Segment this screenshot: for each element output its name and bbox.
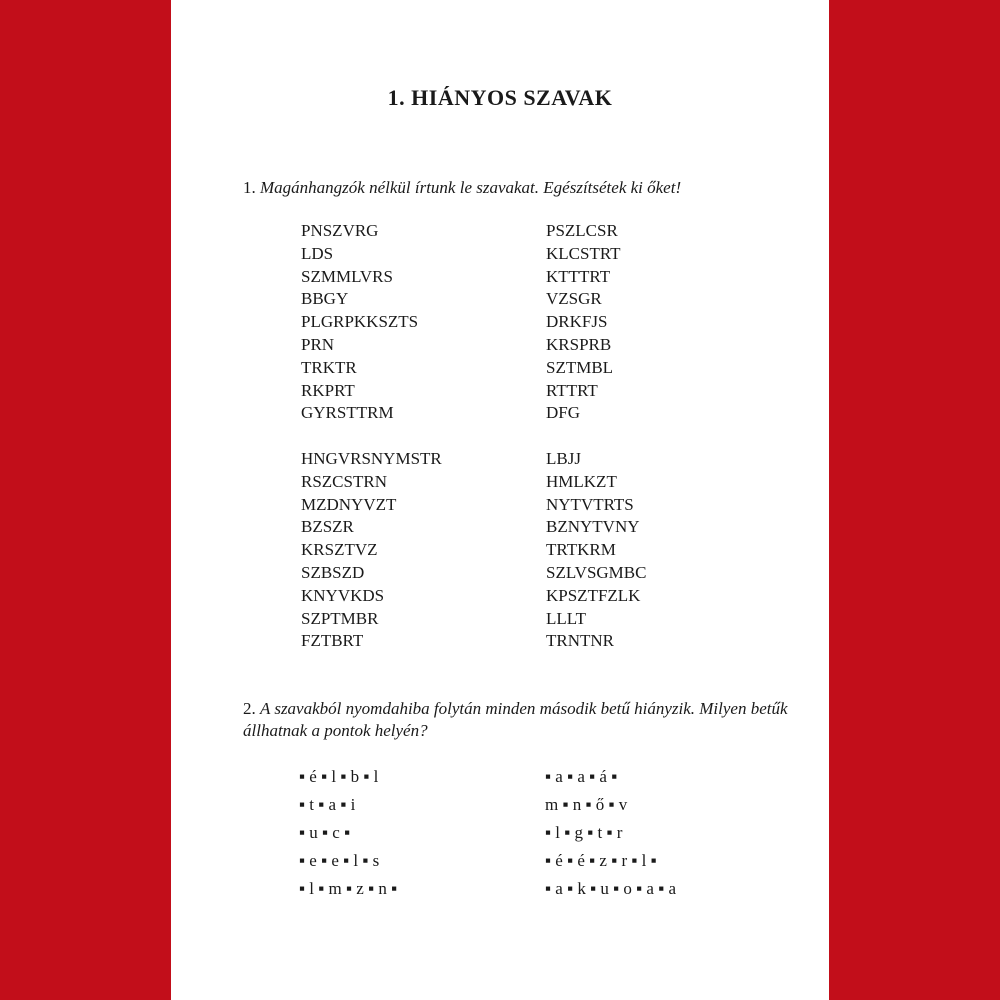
exercise-1-instruction: Magánhangzók nélkül írtunk le szavakat. Egészítsétek ki őket! — [260, 178, 682, 197]
word-list-item: DFG — [546, 403, 581, 423]
word-list-item: BZNYTVNY — [546, 517, 640, 537]
exercise-2-prompt — [243, 698, 823, 742]
word-list-item: PNSZVRG — [301, 221, 379, 240]
gapped-word: ▪ t ▪ a ▪ i — [299, 795, 356, 814]
gapped-word: ▪ a ▪ a ▪ á ▪ — [545, 767, 618, 786]
word-list-item: SZPTMBR — [301, 608, 379, 628]
word-list-item: KRSPRB — [546, 334, 612, 354]
word-list-item: RTTRT — [546, 380, 598, 400]
word-list-item: BBGY — [301, 289, 349, 309]
word-list-item: KNYVKDS — [301, 585, 385, 605]
gapped-word: ▪ é ▪ l ▪ b ▪ l — [299, 767, 379, 786]
gapped-word: ▪ u ▪ c ▪ — [299, 823, 351, 842]
word-list-item: LDS — [301, 243, 334, 263]
exercise-2-instruction: A szavakból nyomdahiba folytán minden második betű hiányzik. Milyen betűk állhatnak a pontok helyén? — [243, 699, 788, 740]
word-list-item: VZSGR — [546, 289, 602, 309]
word-list-item: PSZLCSR — [546, 221, 618, 240]
word-list-item: TRNTNR — [546, 631, 614, 651]
word-list-item: LBJJ — [546, 449, 581, 468]
word-list-item: HMLKZT — [546, 471, 617, 491]
word-list-item: PLGRPKKSZTS — [301, 312, 419, 332]
exercise-1-group-2-left-column — [301, 448, 442, 653]
word-list-item: PRN — [301, 334, 335, 354]
word-list-item: HNGVRSNYMSTR — [301, 449, 442, 468]
word-list-item: RSZCSTRN — [301, 471, 387, 491]
word-list-item: DRKFJS — [546, 312, 608, 332]
word-list-item: GYRSTTRM — [301, 403, 394, 423]
exercise-1-group-1-left-column — [301, 220, 418, 425]
exercise-2-left-column — [299, 763, 397, 903]
word-list-item: SZTMBL — [546, 357, 614, 377]
exercise-1-group-2-right-column — [546, 448, 646, 653]
word-list-item: TRTKRM — [546, 540, 616, 560]
exercise-2-right-column — [545, 763, 676, 903]
gapped-word: ▪ e ▪ e ▪ l ▪ s — [299, 851, 380, 870]
word-list-item: KTTTRT — [546, 266, 611, 286]
gapped-word: ▪ é ▪ é ▪ z ▪ r ▪ l ▪ — [545, 851, 657, 870]
word-list-item: BZSZR — [301, 517, 354, 537]
word-list-item: KRSZTVZ — [301, 540, 378, 560]
gapped-word: ▪ a ▪ k ▪ u ▪ o ▪ a ▪ a — [545, 879, 677, 898]
word-list-item: LLLT — [546, 608, 586, 628]
word-list-item: KPSZTFZLK — [546, 585, 641, 605]
exercise-1-number: 1. — [243, 178, 256, 197]
word-list-item: KLCSTRT — [546, 243, 621, 263]
workbook-page — [171, 0, 829, 1000]
word-list-item: SZMMLVRS — [301, 266, 393, 286]
word-list-item: FZTBRT — [301, 631, 364, 651]
gapped-word: m ▪ n ▪ ő ▪ v — [545, 795, 628, 814]
word-list-item: NYTVTRTS — [546, 494, 634, 514]
word-list-item: SZBSZD — [301, 562, 365, 582]
word-list-item: RKPRT — [301, 380, 355, 400]
word-list-item: MZDNYVZT — [301, 494, 397, 514]
gapped-word: ▪ l ▪ m ▪ z ▪ n ▪ — [299, 879, 398, 898]
exercise-2-number: 2. — [243, 699, 256, 718]
word-list-item: SZLVSGMBC — [546, 562, 647, 582]
exercise-1-prompt — [243, 176, 803, 200]
word-list-item: TRKTR — [301, 357, 357, 377]
gapped-word: ▪ l ▪ g ▪ t ▪ r — [545, 823, 623, 842]
exercise-1-group-1-right-column — [546, 220, 621, 425]
page-title: 1. HIÁNYOS SZAVAK — [387, 85, 613, 110]
